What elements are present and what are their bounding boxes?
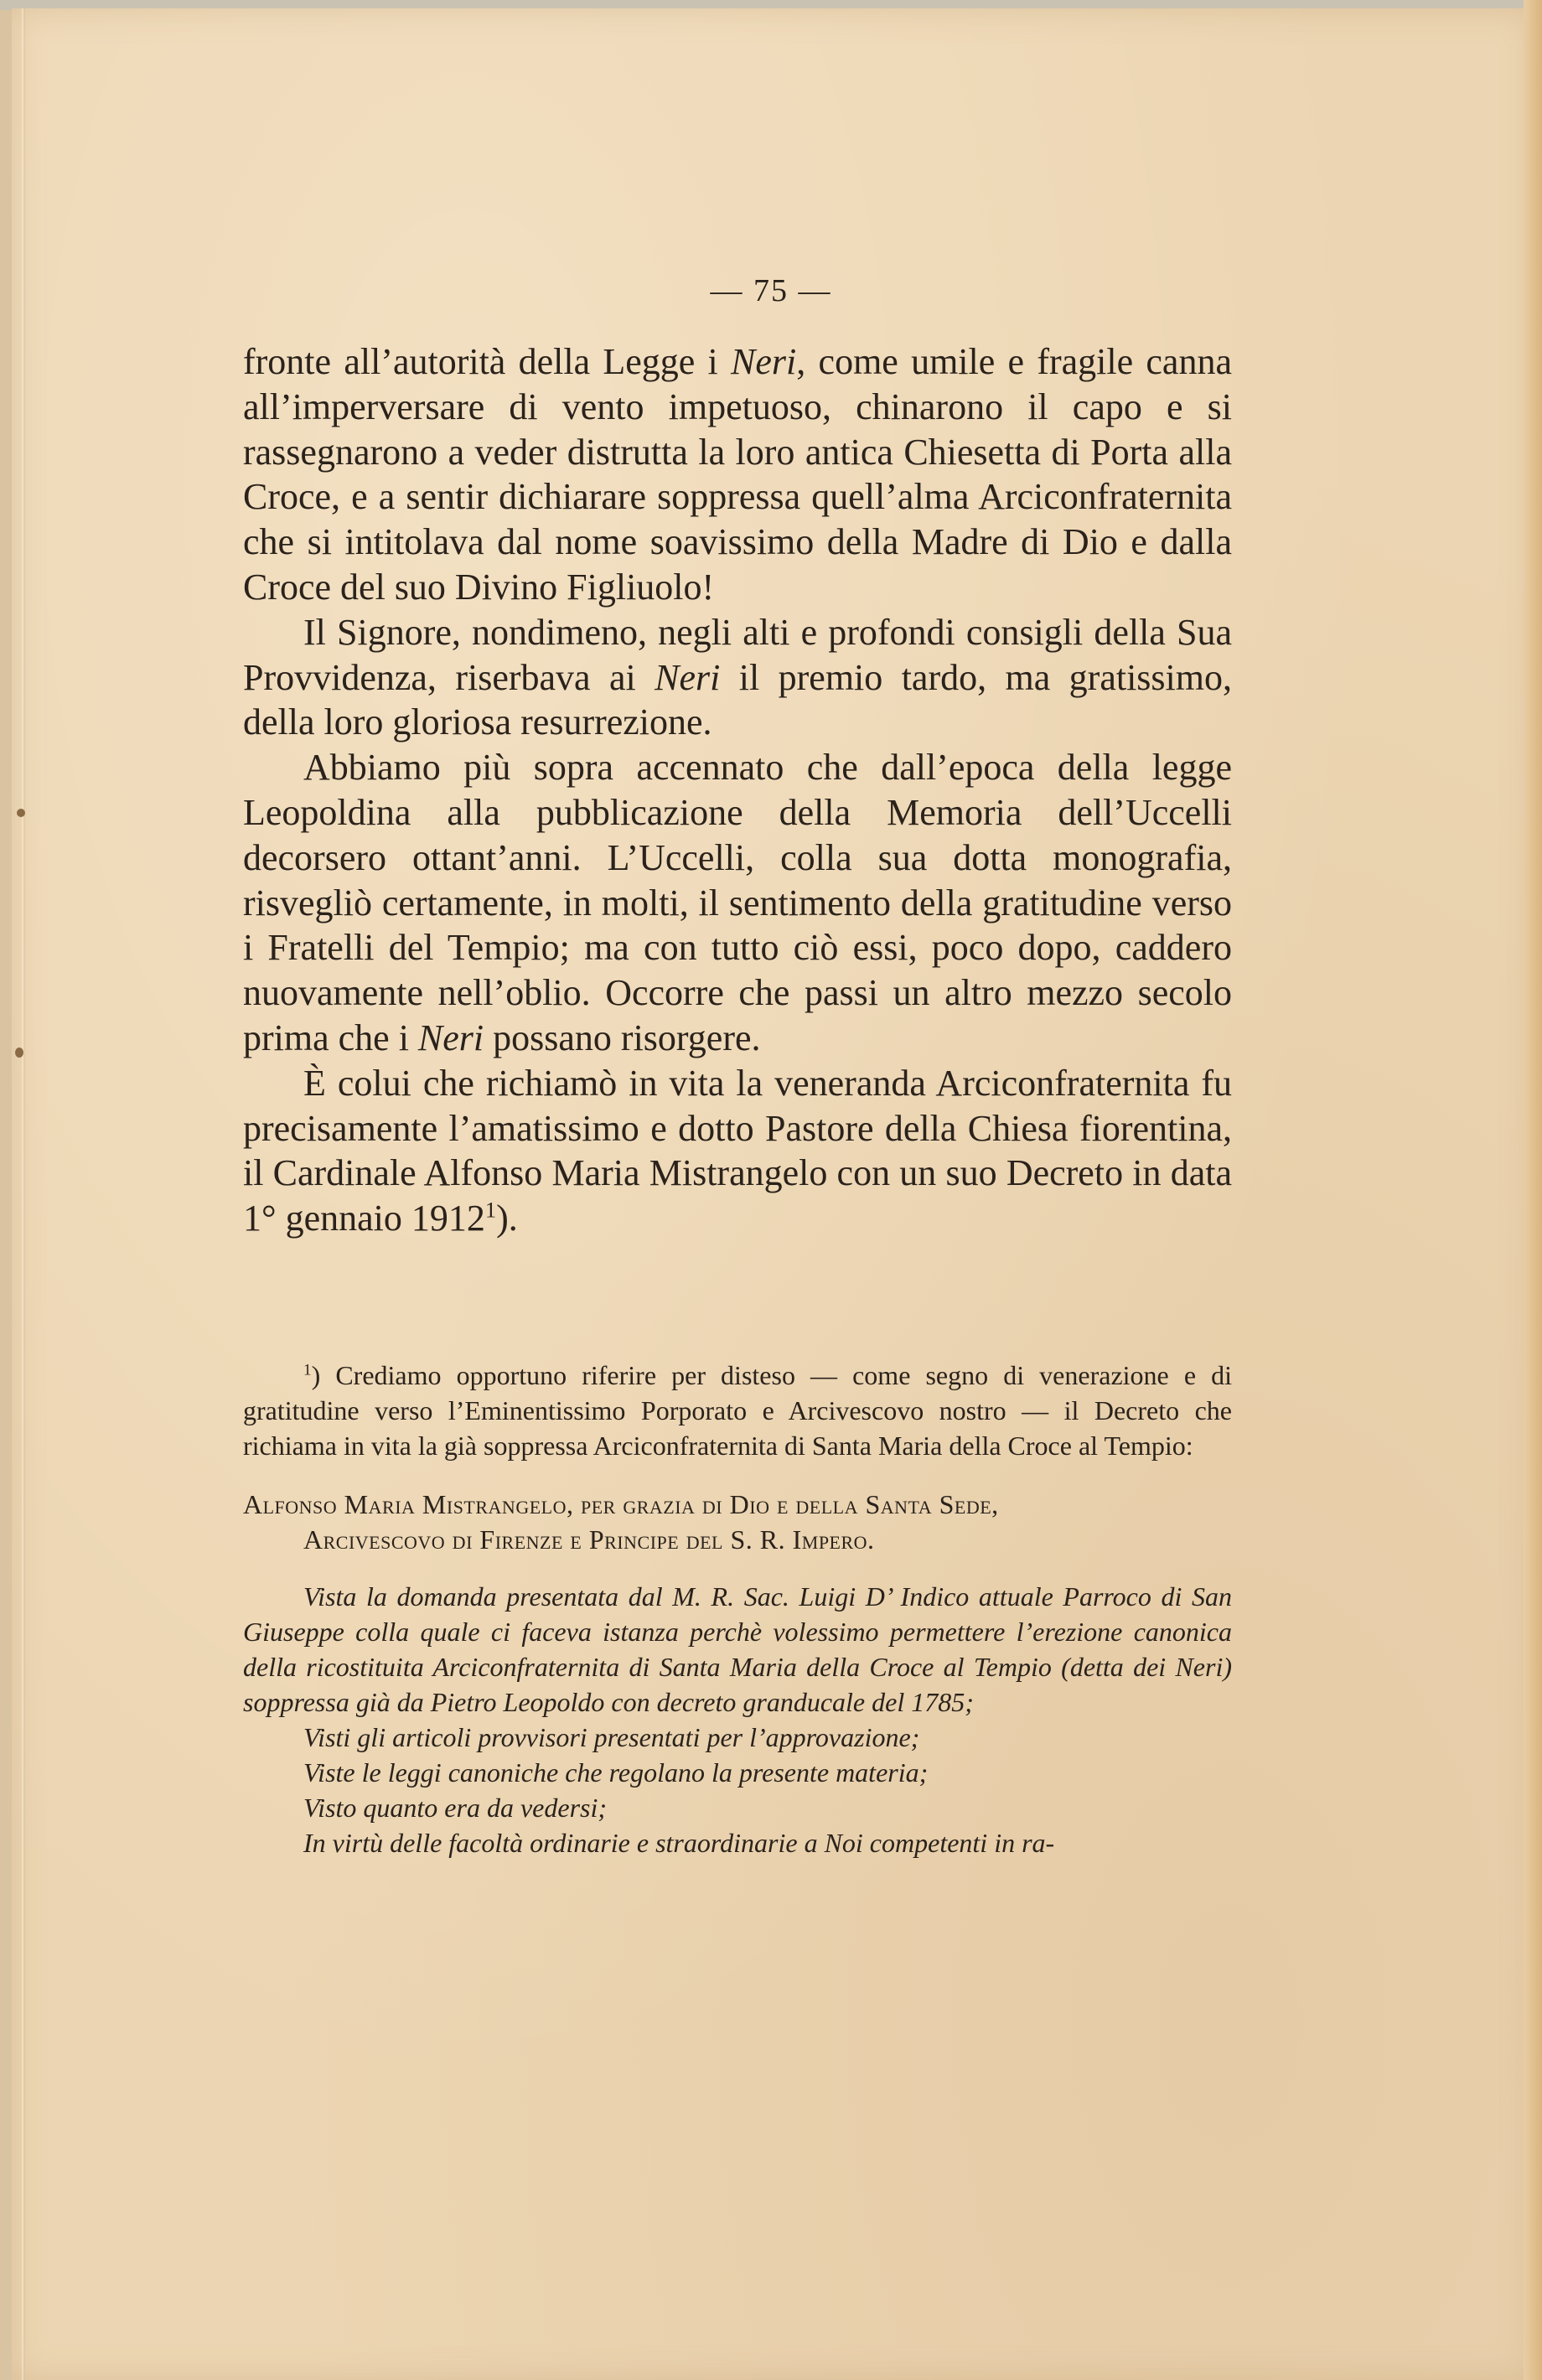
italic-term: Neri: [655, 656, 721, 698]
decree-clause: Viste le leggi canoniche che regolano la presente materia;: [303, 1757, 929, 1788]
decree-clause: Visti gli articoli provvisori presentati per l’approvazione;: [303, 1722, 920, 1752]
text-run: ).: [496, 1198, 518, 1239]
paper-stain: [15, 1048, 23, 1058]
italic-term: Neri: [731, 341, 797, 382]
decree-clause: In virtù delle facoltà ordinarie e straordinarie a Noi competenti in ra-: [303, 1828, 1055, 1858]
text-run: ) Crediamo opportuno riferire per disteso — come segno di venerazione e di gratitudine verso l’Eminentissimo Porporato e Arcivescovo nostro — il Decreto che richiama in vita la già soppressa Arciconfraternita di Santa Maria della Croce al Tempio:: [243, 1360, 1232, 1461]
decree-heading: [243, 1487, 1232, 1557]
page-right-edge: [1524, 0, 1542, 2380]
footnote-intro: [243, 1358, 1232, 1463]
decree-clause: Visto quanto era da vedersi;: [303, 1793, 608, 1823]
footnote: [243, 1358, 1232, 1860]
italic-term: Neri: [417, 1017, 484, 1058]
paragraph-1: [243, 339, 1232, 610]
decree-heading-line: Alfonso Maria Mistrangelo, per grazia di Dio e della Santa Sede,: [243, 1489, 999, 1519]
decree-heading-line: Arcivescovo di Firenze e Principe del S. R. Impero.: [303, 1524, 875, 1555]
paragraph-2: [243, 610, 1232, 745]
text-run: Abbiamo più sopra accennato che dall’epoca della legge Leopoldina alla pubblicazione della Memoria dell’Uccelli decorsero ottant’anni. L’Uccelli, colla sua dotta monografia, risvegliò certamente, in molti, il sentimento della gratitudine verso i Fratelli del Tempio; ma con tutto ciò essi, poco dopo, caddero nuovamente nell’oblio. Occorre che passi un altro mezzo secolo prima che i: [243, 747, 1232, 1058]
decree-clause: Vista la domanda presentata dal M. R. Sac. Luigi D’ Indico attuale Parroco di San Giuseppe colla quale ci faceva istanza perchè volessimo permettere l’erezione canonica della ricostituita Arciconfraternita di Santa Maria della Croce al Tempio (detta dei Neri) soppressa già da Pietro Leopoldo con decreto granducale del 1785;: [243, 1581, 1232, 1717]
text-run: il premio tardo, ma gratissimo, della loro gloriosa resurrezione.: [243, 656, 1232, 743]
footnote-marker: 1: [303, 1361, 312, 1379]
paragraph-3: [243, 745, 1232, 1061]
main-text: [243, 339, 1232, 1241]
page-fold-line: [22, 8, 25, 2380]
page-number: — 75 —: [710, 273, 832, 308]
decree-text: [243, 1579, 1232, 1860]
text-run: possano risorgere.: [484, 1017, 761, 1058]
footnote-ref: 1: [484, 1197, 497, 1223]
text-run: fronte all’autorità della Legge i: [243, 341, 732, 382]
paper-stain: [17, 809, 25, 817]
text-run: È colui che richiamò in vita la veneranda Arciconfraternita fu precisamente l’amatissimo e dotto Pastore della Chiesa fiorentina, il Cardinale Alfonso Maria Mistrangelo con un suo Decreto in data 1° gennaio 1912: [243, 1062, 1232, 1239]
paragraph-4: [243, 1061, 1232, 1241]
text-run: Il Signore, nondimeno, negli alti e profondi consigli della Sua Provvidenza, riserbava ai: [243, 611, 1232, 698]
text-run: , come umile e fragile canna all’imperversare di vento impetuoso, chinarono il capo e si rassegnarono a veder distrutta la loro antica Chiesetta di Porta alla Croce, e a sentir dichiarare soppressa quell’alma Arciconfraternita che si intitolava dal nome soavissimo della Madre di Dio e dalla Croce del suo Divino Figliuolo!: [243, 341, 1232, 608]
